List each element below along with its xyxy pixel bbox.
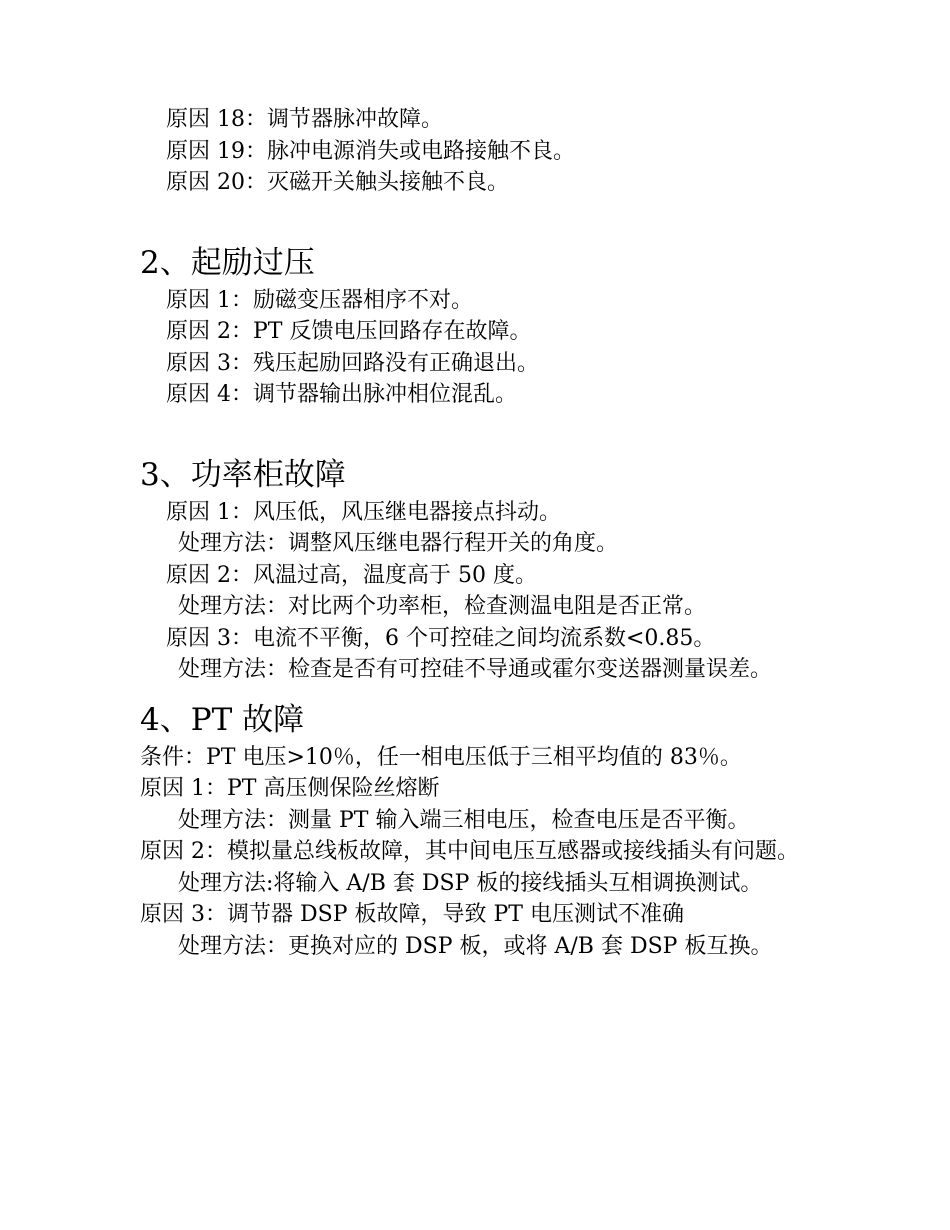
section-4-cause-2: 原因 2：模拟量总线板故障，其中间电压互感器或接线插头有问题。 <box>140 839 799 864</box>
section-3-cause-2: 原因 2：风温过高，温度高于 50 度。 <box>166 562 537 588</box>
section-4-fix-2: 处理方法:将输入 A/B 套 DSP 板的接线插头互相调换测试。 <box>178 870 763 896</box>
section-4 <box>140 700 812 963</box>
cause-20: 原因 20：灭磁开关触头接触不良。 <box>166 170 509 195</box>
section-2-cause-3: 原因 3：残压起励回路没有正确退出。 <box>166 350 539 376</box>
section-2 <box>140 243 812 411</box>
section-4-cause-3: 原因 3：调节器 DSP 板故障，导致 PT 电压测试不准确 <box>140 902 684 927</box>
section-3 <box>140 455 812 686</box>
cause-19: 原因 19：脉冲电源消失或电路接触不良。 <box>166 138 575 164</box>
section-3-cause-3: 原因 3：电流不平衡，6 个可控硅之间均流系数<0.85。 <box>166 625 716 651</box>
section-3-cause-1: 原因 1：风压低，风压继电器接点抖动。 <box>166 499 561 525</box>
section-3-fix-3: 处理方法：检查是否有可控硅不导通或霍尔变送器测量误差。 <box>178 657 773 682</box>
document-page <box>140 104 812 962</box>
section-4-fix-1: 处理方法：测量 PT 输入端三相电压，检查电压是否平衡。 <box>178 807 750 833</box>
section-2-cause-1: 原因 1：励磁变压器相序不对。 <box>166 287 473 313</box>
section-2-heading: 2、起励过压 <box>140 244 315 281</box>
section-4-condition: 条件：PT 电压>10％，任一相电压低于三相平均值的 83％。 <box>140 744 742 770</box>
section-2-cause-4: 原因 4：调节器输出脉冲相位混乱。 <box>166 382 517 407</box>
section-3-fix-1: 处理方法：调整风压继电器行程开关的角度。 <box>178 531 619 556</box>
section-1-causes <box>140 104 812 199</box>
section-2-cause-2: 原因 2：PT 反馈电压回路存在故障。 <box>166 319 532 344</box>
section-4-fix-3: 处理方法：更换对应的 DSP 板，或将 A/B 套 DSP 板互换。 <box>178 933 773 959</box>
section-4-heading: 4、PT 故障 <box>140 701 305 738</box>
section-3-heading: 3、功率柜故障 <box>140 456 346 493</box>
section-3-fix-2: 处理方法：对比两个功率柜，检查测温电阻是否正常。 <box>178 594 707 619</box>
section-4-cause-1: 原因 1：PT 高压侧保险丝熔断 <box>140 776 440 801</box>
cause-18: 原因 18：调节器脉冲故障。 <box>166 107 443 132</box>
